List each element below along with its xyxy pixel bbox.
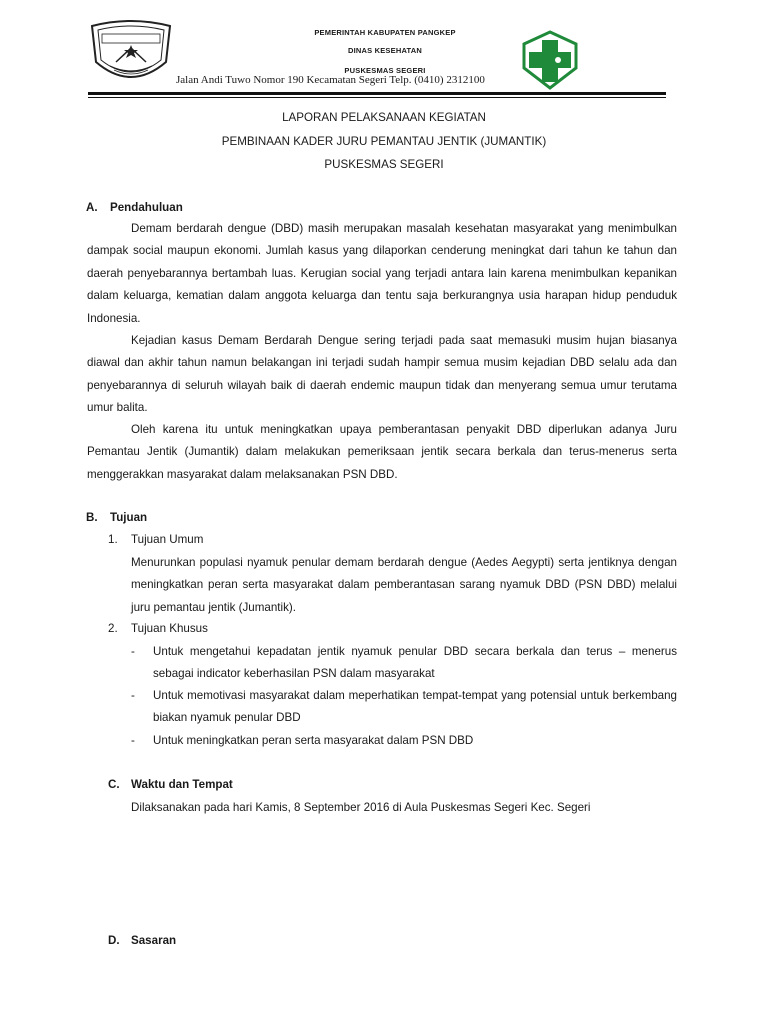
list-number: 1. xyxy=(108,533,118,546)
list-number: 2. xyxy=(108,622,118,635)
department-name: DINAS KESEHATAN xyxy=(348,46,422,55)
list-item-text: Menurunkan populasi nyamuk penular demam berdarah dengue (Aedes Aegypti) serta jentiknya dengan meningkatkan peran serta masyarakat dalam pemberantasan sarang nyamuk DBD (PSN DBD) melalui juru pemantau jentik (Jumantik). xyxy=(131,556,677,614)
section-letter: D. xyxy=(108,934,120,947)
section-letter: A. xyxy=(86,201,98,214)
list-label: Tujuan Khusus xyxy=(131,622,208,635)
section-letter: B. xyxy=(86,511,98,524)
section-title: Waktu dan Tempat xyxy=(131,778,233,791)
report-facility: PUSKESMAS SEGERI xyxy=(324,158,444,171)
list-item: Untuk meningkatkan peran serta masyarakat dalam PSN DBD xyxy=(153,734,474,747)
bullet-dash: - xyxy=(131,645,135,658)
paragraph: Oleh karena itu untuk meningkatkan upaya pemberantasan penyakit DBD diperlukan adanya Juru Pemantau Jentik (Jumantik) dalam melakukan pemeriksaan jentik secara berkala dan terus-menerus serta menggerakkan masyarakat dalam melaksanakan PSN DBD. xyxy=(87,423,677,481)
facility-name: PUSKESMAS SEGERI xyxy=(344,66,426,75)
regency-crest-icon xyxy=(86,18,176,86)
list-item: Untuk memotivasi masyarakat dalam meperhatikan tempat-tempat yang potensial untuk berkembang biakan nyamuk penular DBD xyxy=(153,689,677,725)
section-title: Tujuan xyxy=(110,511,148,524)
report-subtitle: PEMBINAAN KADER JURU PEMANTAU JENTIK (JUMANTIK) xyxy=(221,135,547,148)
section-c-text: Dilaksanakan pada hari Kamis, 8 September 2016 di Aula Puskesmas Segeri Kec. Segeri xyxy=(131,801,591,814)
section-letter: C. xyxy=(108,778,120,791)
list-item: Untuk mengetahui kepadatan jentik nyamuk penular DBD secara berkala dan terus – menerus sebagai indicator keberhasilan PSN dalam masyarakat xyxy=(153,645,677,681)
bullet-dash: - xyxy=(131,689,135,702)
address-line: Jalan Andi Tuwo Nomor 190 Kecamatan Segeri Telp. (0410) 2312100 xyxy=(176,74,485,86)
list-label: Tujuan Umum xyxy=(131,533,204,546)
letterhead-rule xyxy=(88,92,666,95)
green-cross-icon xyxy=(518,30,582,90)
paragraph: Demam berdarah dengue (DBD) masih merupakan masalah kesehatan masyarakat yang menimbulkan dampak social maupun ekonomi. Jumlah kasus yang dilaporkan cenderung meningkat dari tahun ke tahun dan daerah penyebarannya bertambah luas. Kerugian social yang terjadi antara lain karena menimbulkan kepanikan dalam keluarga, kematian dalam anggota keluarga dan tentu saja berkurangnya usia harapan hidup penduduk Indonesia. xyxy=(87,222,677,325)
paragraph: Kejadian kasus Demam Berdarah Dengue sering terjadi pada saat memasuki musim hujan biasanya diawal dan akhir tahun namun belakangan ini terjadi sudah hampir semua musim kejadian DBD selalu ada dan penyebarannya di seluruh wilayah baik di daerah endemic maupun tidak dan menyerang semua umur terutama umur balita. xyxy=(87,334,677,415)
report-title: LAPORAN PELAKSANAAN KEGIATAN xyxy=(282,111,486,124)
section-title: Pendahuluan xyxy=(110,201,183,214)
letterhead-rule-thin xyxy=(88,97,666,98)
bullet-dash: - xyxy=(131,734,135,747)
government-name: PEMERINTAH KABUPATEN PANGKEP xyxy=(314,28,456,37)
section-title: Sasaran xyxy=(131,934,177,947)
